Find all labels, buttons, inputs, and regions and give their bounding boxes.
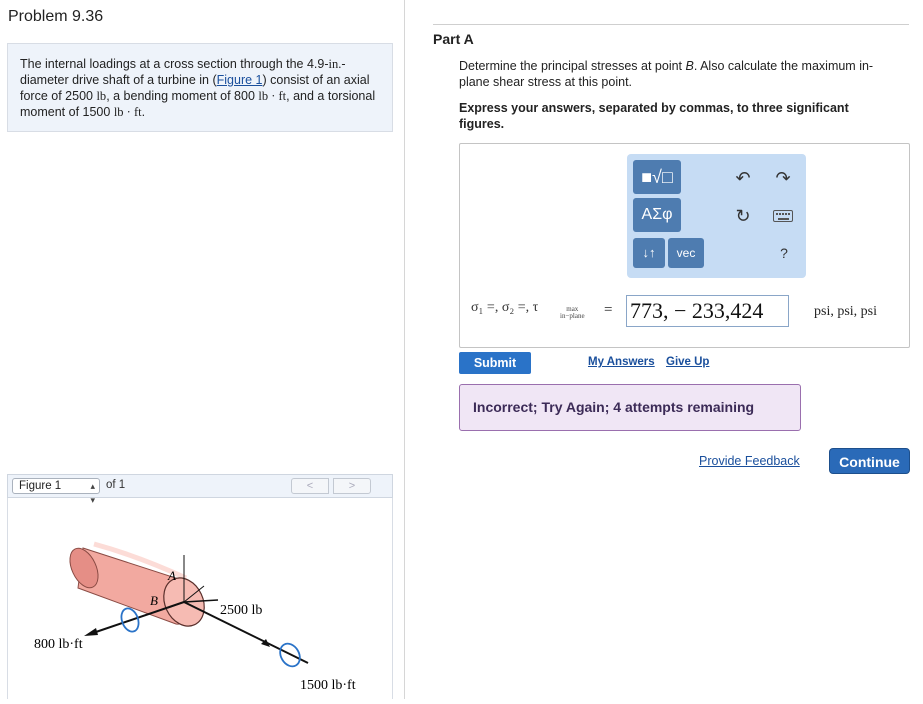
figure-area bbox=[7, 498, 393, 699]
figure-next-button[interactable]: > bbox=[333, 478, 371, 494]
tau-subscript-bottom: in−plane bbox=[560, 312, 585, 320]
figure-select-value: Figure 1 bbox=[19, 480, 62, 492]
tau-subscript bbox=[560, 306, 585, 320]
problem-text-5: , and a torsional moment of 1500 bbox=[20, 89, 376, 119]
unit-lbft-1: lb · ft bbox=[258, 89, 287, 103]
unit-lbft-2: lb · ft bbox=[113, 105, 142, 119]
equation-label: σ₁ =, σ₂ =, τ bbox=[471, 300, 539, 315]
part-separator bbox=[433, 24, 909, 25]
template-button[interactable]: ■√□ bbox=[633, 160, 681, 194]
updown-caret-icon: ▴ ▾ bbox=[90, 481, 95, 505]
reset-icon[interactable]: ↻ bbox=[735, 206, 751, 226]
figure-link[interactable]: Figure 1 bbox=[216, 73, 263, 87]
answer-input[interactable]: 773, − 233,424 bbox=[626, 295, 789, 327]
label-torsion-moment: 1500 lb·ft bbox=[300, 678, 356, 693]
question-text bbox=[459, 58, 899, 90]
my-answers-link[interactable]: My Answers bbox=[588, 356, 655, 368]
math-toolbar bbox=[627, 154, 806, 278]
question-text-2: . Also calculate the maximum in-plane shear stress at this point. bbox=[459, 59, 874, 89]
part-title: Part A bbox=[433, 31, 474, 47]
problem-text-4: , a bending moment of 800 bbox=[106, 89, 259, 103]
problem-text-1: The internal loadings at a cross section through the 4.9- bbox=[20, 57, 329, 71]
tau-subscript-top: max bbox=[566, 305, 579, 313]
give-up-link[interactable]: Give Up bbox=[666, 356, 710, 368]
instruction-text: Express your answers, separated by commas, to three significant figures. bbox=[459, 101, 849, 131]
figure-prev-button[interactable]: < bbox=[291, 478, 329, 494]
question-text-1: Determine the principal stresses at point bbox=[459, 59, 686, 73]
problem-text-2: -diameter drive shaft of a turbine in ( bbox=[20, 57, 346, 87]
left-panel bbox=[0, 0, 404, 699]
greek-symbols-button[interactable]: ΑΣφ bbox=[633, 198, 681, 232]
provide-feedback-link[interactable]: Provide Feedback bbox=[699, 454, 800, 468]
problem-title: Problem 9.36 bbox=[8, 8, 104, 25]
feedback-message: Incorrect; Try Again; 4 attempts remaining bbox=[473, 399, 755, 415]
label-A: A bbox=[168, 568, 176, 583]
keyboard-icon[interactable] bbox=[773, 210, 793, 222]
equation-equals: = bbox=[604, 302, 613, 318]
redo-icon[interactable]: ↷ bbox=[775, 168, 791, 188]
question-point: B bbox=[685, 59, 694, 73]
unit-in: in. bbox=[328, 57, 342, 71]
column-divider bbox=[404, 0, 405, 699]
unit-lb: lb bbox=[96, 89, 107, 103]
continue-button[interactable]: Continue bbox=[829, 448, 910, 474]
sub-superscript-button[interactable]: ↓↑ bbox=[633, 238, 665, 268]
answer-units: psi, psi, psi bbox=[814, 304, 878, 319]
problem-text-6: . bbox=[141, 105, 146, 119]
shaft-diagram bbox=[8, 498, 392, 699]
label-bending-moment: 800 lb·ft bbox=[34, 637, 83, 652]
help-icon[interactable]: ? bbox=[780, 245, 788, 261]
figure-select[interactable] bbox=[12, 478, 100, 505]
feedback-box bbox=[459, 384, 801, 431]
submit-button[interactable]: Submit bbox=[459, 352, 531, 374]
problem-statement-box bbox=[7, 43, 393, 132]
keyboard-keys-icon bbox=[774, 211, 794, 223]
figure-count: of 1 bbox=[106, 479, 126, 491]
label-B: B bbox=[150, 593, 158, 608]
vector-button[interactable]: vec bbox=[668, 238, 704, 268]
figure-nav-bar bbox=[7, 474, 393, 505]
label-axial-force: 2500 lb bbox=[220, 603, 263, 618]
problem-text-3: ) consist of an axial force of 2500 bbox=[20, 73, 370, 103]
problem-text bbox=[20, 56, 386, 120]
undo-icon[interactable]: ↶ bbox=[735, 168, 751, 188]
